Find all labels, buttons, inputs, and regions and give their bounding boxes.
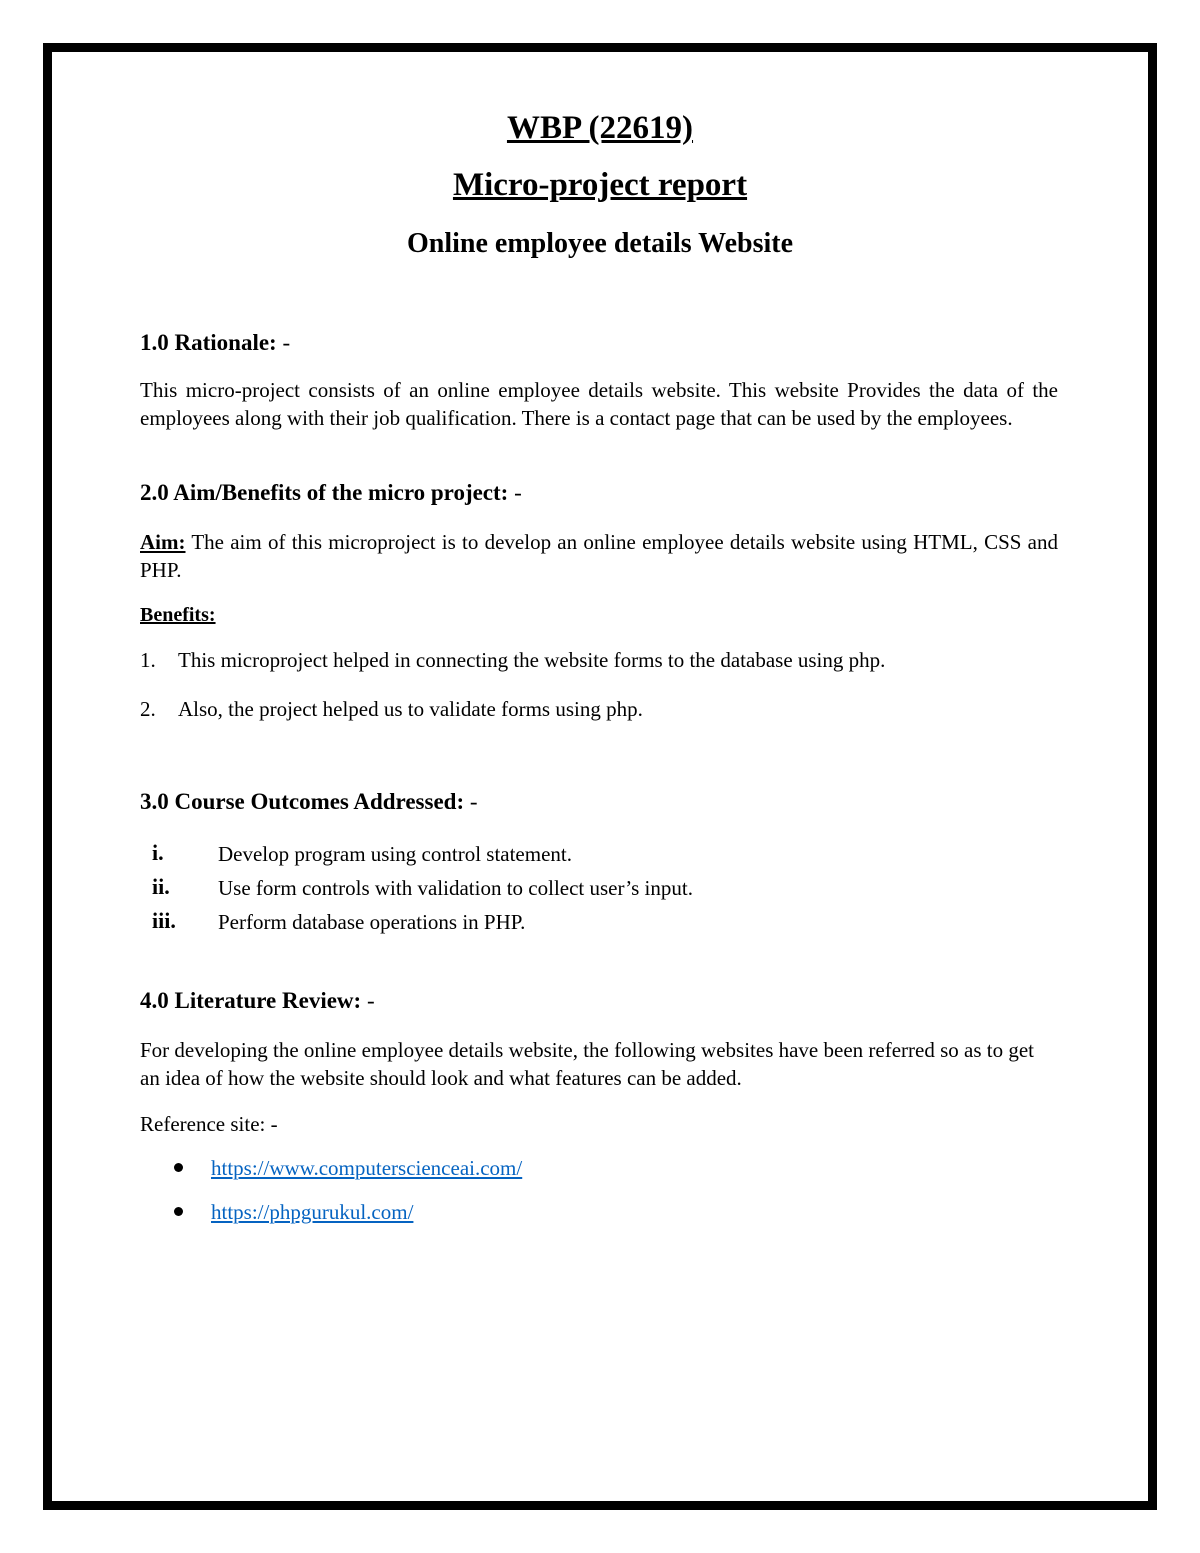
project-title: Online employee details Website <box>406 228 794 259</box>
page-border <box>43 43 1157 1510</box>
bullet-icon <box>174 1207 183 1216</box>
outcome-number: ii. <box>152 874 170 899</box>
outcome-text: Use form controls with validation to collect user’s input. <box>218 876 693 900</box>
benefit-text: Also, the project helped us to validate forms using php. <box>178 697 643 721</box>
outcome-text: Develop program using control statement. <box>218 842 572 866</box>
outcome-number: i. <box>152 840 164 865</box>
benefits-label: Benefits: <box>140 604 216 626</box>
benefit-text: This microproject helped in connecting the website forms to the database using php. <box>178 648 886 672</box>
rationale-heading-text: 1.0 Rationale: <box>140 330 277 355</box>
course-outcomes-heading-dash: - <box>469 789 478 814</box>
rationale-text: This micro-project consists of an online employee details website. This website Provides the data of the employees along with their job qualification. There is a contact page that can be used by the employees. <box>140 378 1058 430</box>
outcome-number: iii. <box>152 908 176 933</box>
aim-benefits-heading-text: 2.0 Aim/Benefits of the micro project: <box>140 480 509 505</box>
rationale-heading <box>140 330 290 356</box>
report-title: Micro-project report <box>452 167 748 203</box>
literature-review-heading-dash: - <box>366 988 375 1013</box>
reference-link[interactable]: https://phpgurukul.com/ <box>211 1200 414 1224</box>
aim-text: The aim of this microproject is to develop an online employee details website using HTML, CSS and PHP. <box>140 530 1059 582</box>
aim-paragraph <box>140 528 1058 584</box>
reference-link[interactable]: https://www.computerscienceai.com/ <box>211 1156 523 1180</box>
benefit-number: 1. <box>140 648 156 672</box>
benefit-number: 2. <box>140 697 156 721</box>
course-code-title: WBP (22619) <box>506 110 694 146</box>
course-outcomes-heading <box>140 789 478 815</box>
outcome-text: Perform database operations in PHP. <box>218 910 526 934</box>
literature-review-heading <box>140 988 375 1014</box>
aim-label: Aim: <box>140 530 186 554</box>
literature-review-heading-text: 4.0 Literature Review: <box>140 988 362 1013</box>
bullet-icon <box>174 1163 183 1172</box>
aim-benefits-heading-dash: - <box>514 480 522 505</box>
literature-review-text: For developing the online employee details website, the following websites have been referred so as to get an idea of how the website should look and what features can be added. <box>140 1038 1034 1090</box>
aim-benefits-heading <box>140 480 522 506</box>
course-outcomes-heading-text: 3.0 Course Outcomes Addressed: <box>140 789 465 814</box>
rationale-heading-dash: - <box>282 330 291 355</box>
reference-site-label: Reference site: - <box>140 1112 278 1136</box>
